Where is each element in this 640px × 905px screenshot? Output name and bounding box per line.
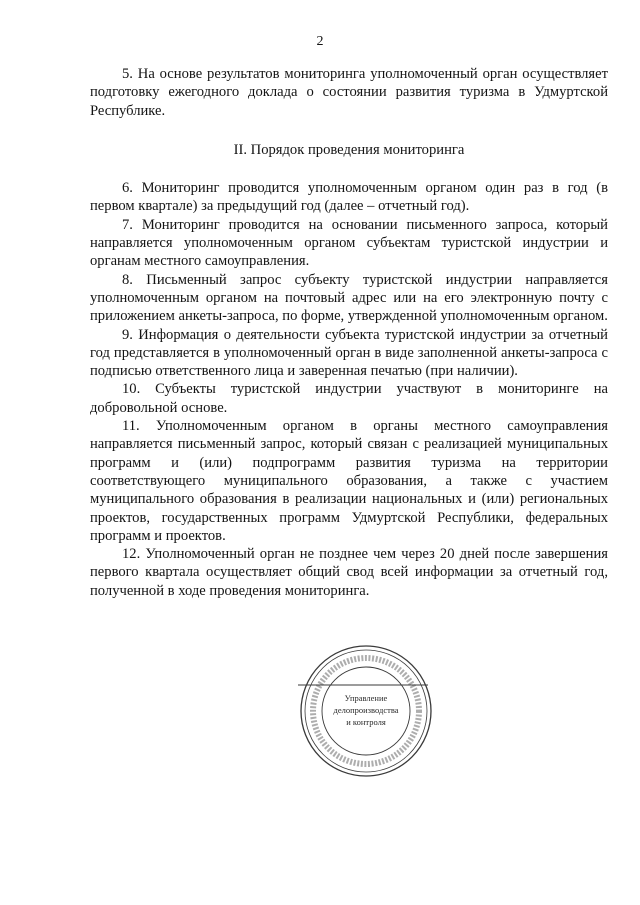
stamp-seal-icon bbox=[298, 643, 434, 779]
paragraph: 8. Письменный запрос субъекту туристской индустрии направляется уполномоченным органом на почтовый адрес или на его электронную почту с приложением анкеты-запроса, по форме, утвержденной уполномоченным органом. bbox=[90, 271, 608, 325]
paragraph: 12. Уполномоченный орган не позднее чем через 20 дней после завершения первого квартала осуществляет общий свод всей информации за отчетный год, полученной в ходе проведения мониторинга. bbox=[90, 546, 608, 599]
stamp-line-2: делопроизводства bbox=[333, 705, 399, 715]
stamp-line-3: и контроля bbox=[346, 717, 386, 727]
paragraph: 10. Субъекты туристской индустрии участвуют в мониторинге на добровольной основе. bbox=[90, 381, 608, 416]
paragraph: 5. На основе результатов мониторинга уполномоченный орган осуществляет подготовку ежегодного доклада о состоянии развития туризма в Удмуртской Республике. bbox=[90, 66, 608, 119]
paragraph: 11. Уполномоченным органом в органы местного самоуправления направляется письменный запрос, который связан с реализацией муниципальных программ и (или) подпрограмм развития туризма на территории соответствующего муниципального образования, а также с участием муниципального образования в реализации национальных и (или) региональных проектов, государственных программ Удмуртской Республики, федеральных программ и проектов. bbox=[90, 418, 608, 544]
paragraph: 7. Мониторинг проводится на основании письменного запроса, который направляется уполномоченным органом субъектам туристской индустрии и органам местного самоуправления. bbox=[90, 216, 608, 270]
section-heading: II. Порядок проведения мониторинга bbox=[233, 141, 465, 158]
official-stamp bbox=[298, 643, 434, 779]
stamp-line-1: Управление bbox=[344, 693, 388, 703]
paragraph: 9. Информация о деятельности субъекта туристской индустрии за отчетный год представляется в уполномоченный орган в виде заполненной анкеты-запроса с подписью ответственного лица и заверенная печатью (при наличии). bbox=[90, 326, 608, 380]
paragraph: 6. Мониторинг проводится уполномоченным органом один раз в год (в первом квартале) за предыдущий год (далее – отчетный год). bbox=[90, 180, 608, 215]
document-body bbox=[90, 65, 608, 600]
page-number: 2 bbox=[316, 34, 324, 49]
